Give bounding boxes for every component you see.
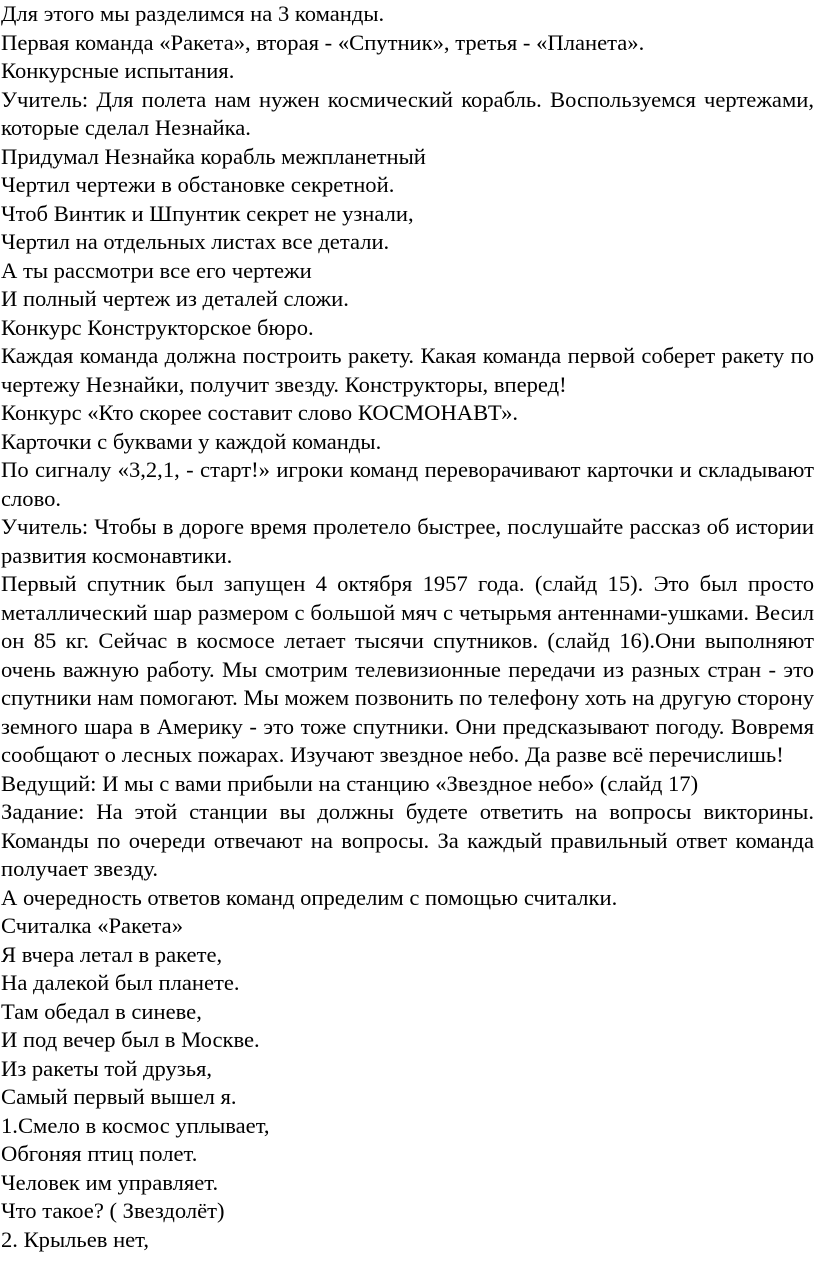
- poem-line: Чертил на отдельных листах все детали.: [1, 229, 390, 254]
- poem-line: И под вечер был в Москве.: [1, 1027, 260, 1052]
- poem-line: И полный чертеж из деталей сложи.: [1, 286, 349, 311]
- text-line: Для этого мы разделимся на 3 команды.: [1, 1, 385, 26]
- riddle-line: Обгоняя птиц полет.: [1, 1141, 198, 1166]
- poem-line: На далекой был планете.: [1, 970, 240, 995]
- paragraph: Задание: На этой станции вы должны будете ответить на вопросы викторины. Команды по очереди отвечают на вопросы. За каждый правильный ответ команда получает звезду.: [1, 799, 814, 881]
- text-line: Конкурсные испытания.: [1, 58, 235, 83]
- text-line: А очередность ответов команд определим с помощью считалки.: [1, 884, 618, 910]
- riddle-line: 2. Крыльев нет,: [1, 1226, 150, 1252]
- poem-line: Самый первый вышел я.: [1, 1084, 237, 1109]
- text-line: Конкурс Конструкторское бюро.: [1, 314, 314, 340]
- text-line: Конкурс «Кто скорее составит слово КОСМОНАВТ».: [1, 400, 519, 425]
- paragraph: Учитель: Чтобы в дороге время пролетело быстрее, послушайте рассказ об истории развития космонавтики.: [1, 514, 814, 568]
- poem-line: Придумал Незнайка корабль межпланетный: [1, 143, 426, 169]
- poem-line: Из ракеты той друзья,: [1, 1055, 213, 1081]
- paragraph: По сигналу «3,2,1, - старт!» игроки команд переворачивают карточки и складывают слово.: [1, 457, 814, 511]
- poem-line: Там обедал в синеве,: [1, 998, 202, 1024]
- paragraph: Первый спутник был запущен 4 октября 1957 года. (слайд 15). Это был просто металлический шар размером с большой мяч с четырьмя антеннами-ушками. Весил он 85 кг. Сейчас в космосе летает тысячи спутников. (слайд 16).Они выполняют очень важную работу. Мы смотрим телевизионные передачи из разных стран - это спутники нам помогают. Мы можем позвонить по телефону хоть на другую сторону земного шара в Америку - это тоже спутники. Они предсказывают погоду. Вовремя сообщают о лесных пожарах. Изучают звездное небо. Да разве всё перечислишь!: [1, 571, 814, 767]
- riddle-line: 1.Смело в космос уплывает,: [1, 1112, 270, 1138]
- text-line: Первая команда «Ракета», вторая - «Спутник», третья - «Планета».: [1, 29, 645, 55]
- poem-line: Я вчера летал в ракете,: [1, 941, 223, 967]
- poem-line: А ты рассмотри все его чертежи: [1, 257, 312, 283]
- text-line: Ведущий: И мы с вами прибыли на станцию «Звездное небо» (слайд 17): [1, 770, 699, 796]
- poem-line: Чтоб Винтик и Шпунтик секрет не узнали,: [1, 200, 414, 226]
- riddle-line: Человек им управляет.: [1, 1169, 219, 1195]
- text-line: Карточки с буквами у каждой команды.: [1, 428, 382, 454]
- text-line: Считалка «Ракета»: [1, 913, 183, 938]
- riddle-line: Что такое? ( Звездолёт): [1, 1198, 225, 1223]
- poem-line: Чертил чертежи в обстановке секретной.: [1, 172, 395, 197]
- paragraph: Каждая команда должна построить ракету. Какая команда первой соберет ракету по чертежу Незнайки, получит звезду. Конструкторы, вперед!: [1, 343, 814, 397]
- paragraph: Учитель: Для полета нам нужен космический корабль. Воспользуемся чертежами, которые сделал Незнайка.: [1, 86, 814, 140]
